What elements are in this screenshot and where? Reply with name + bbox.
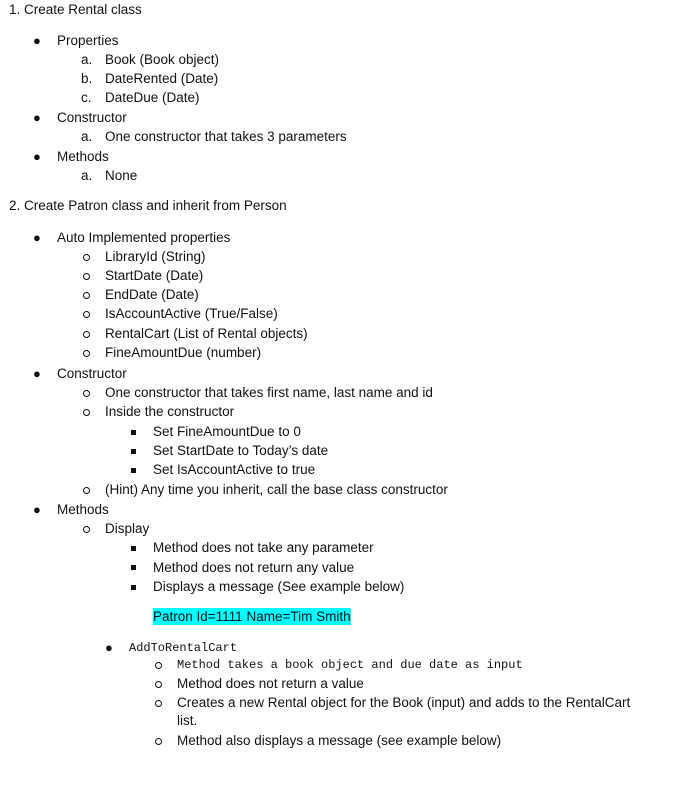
section-heading-patron: 2. Create Patron class and inherit from Person	[9, 198, 287, 213]
square-bullet-icon	[131, 449, 136, 454]
list-marker: a.	[81, 52, 93, 67]
square-bullet-icon	[131, 565, 136, 570]
list-item: One constructor that takes 3 parameters	[105, 129, 347, 144]
list-item: Method does not return a value	[177, 676, 364, 691]
list-item-display: Display	[105, 521, 150, 536]
list-item-methods: Methods	[57, 149, 109, 164]
hollow-circle-bullet-icon	[83, 254, 90, 261]
square-bullet-icon	[131, 468, 136, 473]
list-item: Method does not take any parameter	[153, 540, 374, 555]
highlighted-example-text: Patron Id=1111 Name=Tim Smith	[153, 609, 351, 624]
bullet-dot-icon: ●	[33, 502, 41, 517]
hollow-circle-bullet-icon	[83, 409, 90, 416]
hollow-circle-bullet-icon	[83, 292, 90, 299]
bullet-dot-icon: ●	[33, 33, 41, 48]
hollow-circle-bullet-icon	[83, 331, 90, 338]
square-bullet-icon	[131, 585, 136, 590]
list-item: Method also displays a message (see example below)	[177, 733, 502, 748]
bullet-dot-icon: ●	[33, 366, 41, 381]
bullet-dot-icon: ●	[33, 110, 41, 125]
list-item: Book (Book object)	[105, 52, 220, 67]
square-bullet-icon	[131, 430, 136, 435]
list-item-constructor: Constructor	[57, 110, 127, 125]
hollow-circle-bullet-icon	[83, 273, 90, 280]
list-item: Inside the constructor	[105, 404, 235, 419]
hollow-circle-bullet-icon	[83, 390, 90, 397]
list-item-continuation: list.	[177, 713, 198, 728]
list-marker: a.	[81, 129, 93, 144]
list-item-constructor: Constructor	[57, 366, 127, 381]
list-item-properties: Properties	[57, 33, 119, 48]
hollow-circle-bullet-icon	[155, 738, 162, 745]
list-item-auto-properties: Auto Implemented properties	[57, 230, 231, 245]
list-marker: c.	[81, 90, 92, 105]
list-item: Set StartDate to Today’s date	[153, 443, 329, 458]
list-item: Creates a new Rental object for the Book (input) and adds to the RentalCart	[177, 695, 631, 710]
section-heading-rental: 1. Create Rental class	[9, 2, 142, 17]
list-marker: b.	[81, 71, 93, 86]
list-item: Method takes a book object and due date as input	[177, 658, 523, 672]
hollow-circle-bullet-icon	[155, 681, 162, 688]
bullet-dot-icon: ●	[33, 230, 41, 245]
list-item-add-to-rental-cart: AddToRentalCart	[129, 641, 238, 655]
list-item: Method does not return any value	[153, 560, 355, 575]
list-item: FineAmountDue (number)	[105, 345, 262, 360]
list-marker: a.	[81, 168, 93, 183]
list-item: StartDate (Date)	[105, 268, 204, 283]
bullet-dot-icon: ●	[33, 149, 41, 164]
hollow-circle-bullet-icon	[155, 700, 162, 707]
example-output	[153, 609, 351, 625]
list-item: DateDue (Date)	[105, 90, 200, 105]
list-item: Displays a message (See example below)	[153, 579, 405, 594]
hollow-circle-bullet-icon	[155, 662, 162, 669]
hollow-circle-bullet-icon	[83, 526, 90, 533]
list-item: LibraryId (String)	[105, 249, 206, 264]
list-item: RentalCart (List of Rental objects)	[105, 326, 308, 341]
square-bullet-icon	[131, 546, 136, 551]
hollow-circle-bullet-icon	[83, 311, 90, 318]
list-item: Set IsAccountActive to true	[153, 462, 316, 477]
list-item: None	[105, 168, 138, 183]
list-item: EndDate (Date)	[105, 287, 199, 302]
list-item: Set FineAmountDue to 0	[153, 424, 301, 439]
list-item: DateRented (Date)	[105, 71, 219, 86]
hollow-circle-bullet-icon	[83, 487, 90, 494]
list-item-methods: Methods	[57, 502, 109, 517]
list-item-hint: (Hint) Any time you inherit, call the base class constructor	[105, 482, 448, 497]
hollow-circle-bullet-icon	[83, 350, 90, 357]
list-item: One constructor that takes first name, last name and id	[105, 385, 433, 400]
bullet-dot-icon: ●	[105, 640, 113, 655]
list-item: IsAccountActive (True/False)	[105, 306, 278, 321]
